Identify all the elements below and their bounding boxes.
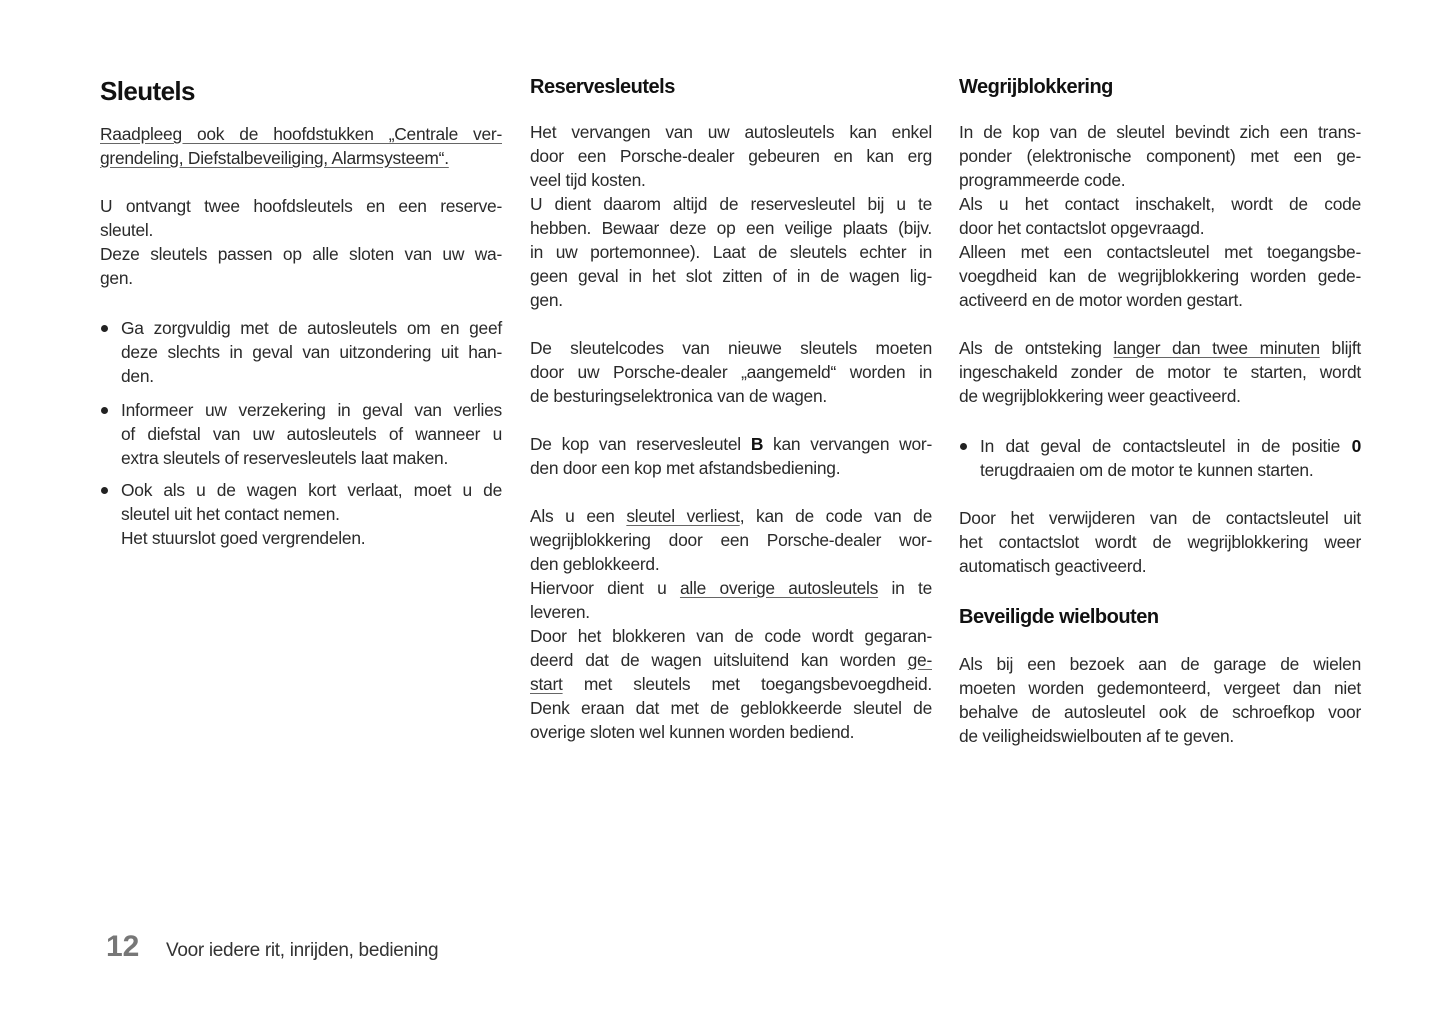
text-line: [100, 146, 502, 170]
text-segment: , kan de code van de: [739, 506, 933, 526]
paragraph: [100, 122, 502, 170]
text-line: Ook als u de wagen kort verlaat, moet u de: [121, 480, 502, 500]
cross-reference-link: Raadpleeg ook de hoofdstukken „Centrale ver-: [100, 124, 502, 144]
text-line: veel tijd kosten.: [530, 170, 646, 190]
bullet-item: [100, 478, 502, 550]
text-line: [100, 122, 502, 146]
text-line: voegdheid kan de wegrijblokkering worden gede-: [959, 266, 1361, 286]
subheading: Beveiligde wielbouten: [959, 606, 1159, 628]
text-segment: De kop van reservesleutel: [530, 434, 751, 454]
text-segment: deerd dat de wagen uitsluitend kan worden: [530, 650, 908, 670]
text-line: Deze sleutels passen op alle sloten van uw wa-: [100, 244, 502, 264]
text-line: [530, 576, 932, 600]
text-line: Denk eraan dat met de geblokkeerde sleutel de: [530, 698, 932, 718]
bullet-icon: [101, 325, 108, 332]
heading-reservesleutels: Reservesleutels: [530, 76, 675, 98]
text-line: de besturingselektronica van de wagen.: [530, 386, 827, 406]
text-line: Ga zorgvuldig met de autosleutels om en geef: [121, 318, 502, 338]
paragraph: [530, 120, 932, 312]
text-line: deze slechts in geval van uitzondering uit han-: [121, 342, 502, 362]
text-line: De sleutelcodes van nieuwe sleutels moeten: [530, 338, 932, 358]
cross-reference-link: langer dan twee minuten: [1113, 338, 1320, 358]
text-line: Het stuurslot goed vergrendelen.: [121, 528, 366, 548]
text-line: Informeer uw verzekering in geval van verlies: [121, 400, 502, 420]
text-line: wegrijblokkering door een Porsche-dealer wor-: [530, 530, 932, 550]
text-line: den geblokkeerd.: [530, 554, 660, 574]
text-line: sleutel.: [100, 220, 154, 240]
text-segment: In dat geval de contactsleutel in de positie: [980, 436, 1352, 456]
text-line: sleutel uit het contact nemen.: [121, 504, 340, 524]
text-line: Het vervangen van uw autosleutels kan enkel: [530, 122, 932, 142]
text-line: U dient daarom altijd de reservesleutel bij u te: [530, 194, 932, 214]
text-line: Alleen met een contactsleutel met toegangsbe-: [959, 242, 1361, 262]
text-line: hebben. Bewaar deze op een veilige plaats (bijv.: [530, 218, 932, 238]
page-number: 12: [106, 930, 140, 963]
text-line: activeerd en de motor worden gestart.: [959, 290, 1243, 310]
bullet-icon: [101, 407, 108, 414]
paragraph: [959, 336, 1361, 408]
paragraph: [959, 120, 1361, 312]
paragraph: [100, 194, 502, 290]
bullet-icon: [960, 443, 967, 450]
text-segment: met sleutels met toegangsbevoegdheid.: [562, 674, 932, 694]
bold-term: 0: [1351, 436, 1361, 456]
text-line: den.: [121, 366, 154, 386]
bullet-item: [100, 398, 502, 470]
paragraph: [530, 504, 932, 744]
text-line: [959, 336, 1361, 360]
text-segment: in te: [878, 578, 933, 598]
cross-reference-link: start: [530, 674, 563, 694]
text-line: extra sleutels of reservesleutels laat maken.: [121, 448, 449, 468]
text-segment: Als u een: [530, 506, 627, 526]
text-line: geen geval in het slot zitten of in de wagen lig-: [530, 266, 932, 286]
text-line: of diefstal van uw autosleutels of wanneer u: [121, 424, 502, 444]
text-line: den door een kop met afstandsbediening.: [530, 458, 841, 478]
paragraph: [959, 506, 1361, 578]
text-line: ingeschakeld zonder de motor te starten, wordt: [959, 362, 1361, 382]
cross-reference-link: sleutel verliest: [626, 506, 740, 526]
text-line: moeten worden gedemonteerd, vergeet dan niet: [959, 678, 1361, 698]
text-line: In de kop van de sleutel bevindt zich een trans-: [959, 122, 1361, 142]
text-line: overige sloten wel kunnen worden bediend.: [530, 722, 855, 742]
text-line: terugdraaien om de motor te kunnen starten.: [980, 460, 1314, 480]
bullet-icon: [101, 487, 108, 494]
text-line: de wegrijblokkering weer geactiveerd.: [959, 386, 1241, 406]
cross-reference-link: ge-: [907, 650, 932, 670]
bullet-item: [959, 434, 1361, 482]
text-segment: Hiervoor dient u: [530, 578, 680, 598]
text-line: leveren.: [530, 602, 590, 622]
text-line: gen.: [530, 290, 563, 310]
text-line: [530, 672, 932, 696]
text-line: Als bij een bezoek aan de garage de wielen: [959, 654, 1361, 674]
text-line: het contactslot wordt de wegrijblokkering weer: [959, 532, 1361, 552]
text-segment: Als de ontsteking: [959, 338, 1114, 358]
paragraph: [530, 432, 932, 480]
text-line: [530, 648, 932, 672]
text-line: ponder (elektronische component) met een ge-: [959, 146, 1361, 166]
paragraph: [530, 336, 932, 408]
text-line: door het contactslot opgevraagd.: [959, 218, 1205, 238]
section-title: Voor iedere rit, inrijden, bediening: [166, 940, 439, 961]
text-line: behalve de autosleutel ook de schroefkop voor: [959, 702, 1361, 722]
paragraph: [959, 652, 1361, 748]
text-line: Door het blokkeren van de code wordt gegaran-: [530, 626, 932, 646]
text-line: door uw Porsche-dealer „aangemeld“ worden in: [530, 362, 932, 382]
text-line: Door het verwijderen van de contactsleutel uit: [959, 508, 1361, 528]
text-line: Als u het contact inschakelt, wordt de code: [959, 194, 1361, 214]
bullet-item: [100, 316, 502, 388]
text-line: door een Porsche-dealer gebeuren en kan erg: [530, 146, 932, 166]
text-line: gen.: [100, 268, 133, 288]
text-segment: kan vervangen wor-: [763, 434, 932, 454]
text-segment: blijft: [1319, 338, 1361, 358]
bold-term: B: [750, 434, 764, 454]
text-line: U ontvangt twee hoofdsleutels en een reserve-: [100, 196, 502, 216]
cross-reference-link: alle overige autosleutels: [679, 578, 879, 598]
text-line: [530, 432, 932, 456]
text-line: de veiligheidswielbouten af te geven.: [959, 726, 1234, 746]
heading-wegrijblokkering: Wegrijblokkering: [959, 76, 1113, 98]
text-line: in uw portemonnee). Laat de sleutels echter in: [530, 242, 932, 262]
text-line: automatisch geactiveerd.: [959, 556, 1147, 576]
text-line: programmeerde code.: [959, 170, 1126, 190]
cross-reference-link: grendeling, Diefstalbeveiliging, Alarmsysteem“.: [100, 148, 449, 168]
text-line: [959, 434, 1361, 458]
text-line: [530, 504, 932, 528]
heading-sleutels: Sleutels: [100, 76, 195, 106]
